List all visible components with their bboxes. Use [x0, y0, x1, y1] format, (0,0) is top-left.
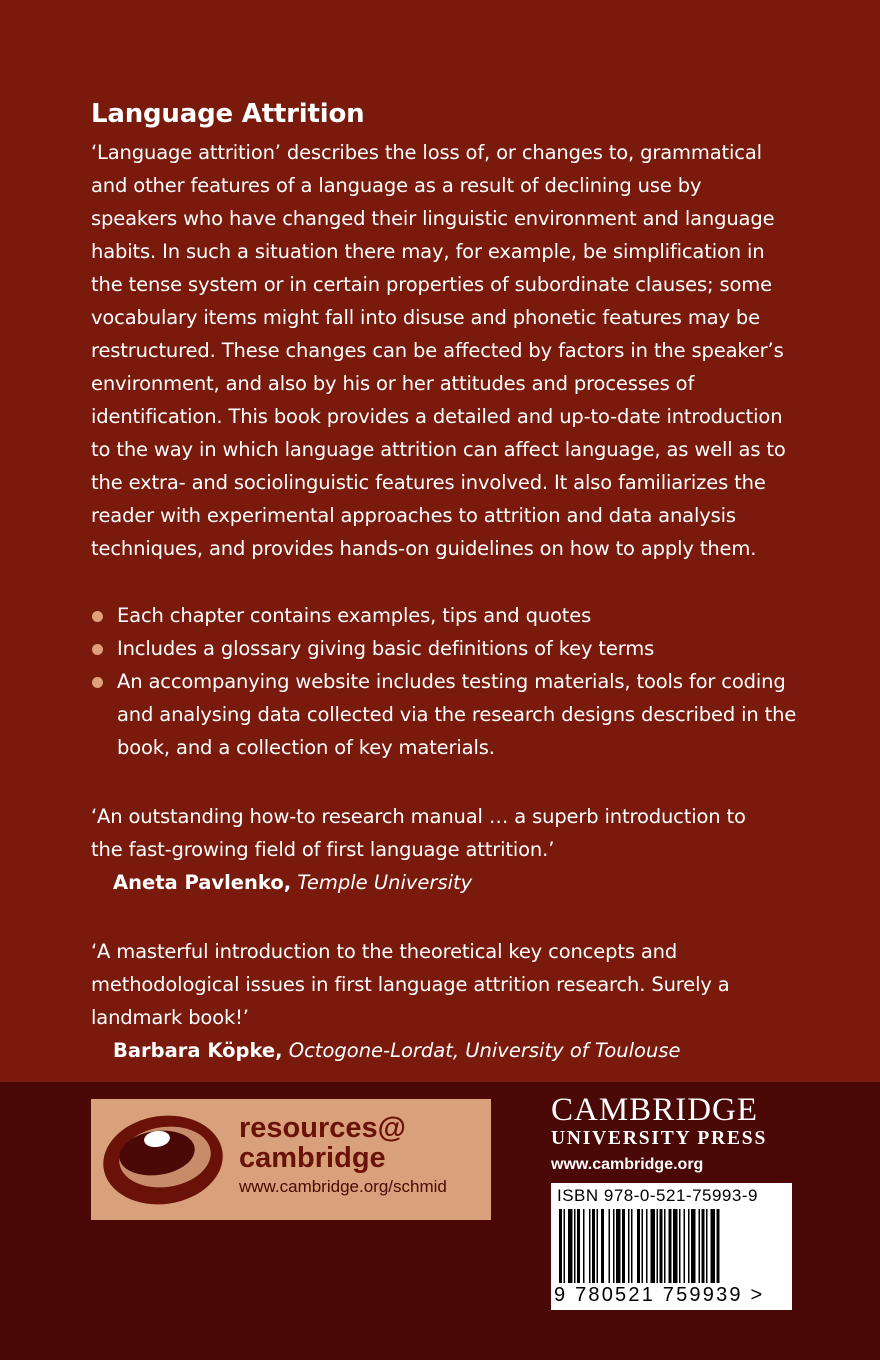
book-description: ‘Language attrition’ describes the loss of, or changes to, grammatical and other features of a language as a result of declining use by speakers who have changed their linguistic environment and language habits. In such a situation there may, for example, be simplification in the tense system or in certain properties of subordinate clauses; some vocabulary items might fall into disuse and phonetic features may be restructured. These changes can be affected by factors in the speaker’s environment, and also by his or her attitudes and processes of identification. This book provides a detailed and up-to-date introduction to the way in which language attrition can affect language, as well as to the extra- and sociolinguistic features involved. It also familiarizes the reader with experimental approaches to attrition and data analysis techniques, and provides hands-on guidelines on how to apply them. — [91, 141, 786, 560]
resources-panel — [91, 1099, 491, 1220]
resources-heading: resources@ — [239, 1112, 406, 1144]
resources-url: www.cambridge.org/schmid — [239, 1177, 447, 1196]
list-item: An accompanying website includes testing materials, tools for coding and analysing data collected via the research designs described in the book, and a collection of key materials. — [91, 665, 797, 764]
endorsement-attribution: Barbara Köpke, Octogone-Lordat, University of Toulouse — [113, 1039, 681, 1062]
bullet-dot-icon — [92, 644, 103, 655]
resources-heading: cambridge — [239, 1142, 386, 1174]
publisher-url: www.cambridge.org — [551, 1156, 704, 1173]
endorsement-attribution: Aneta Pavlenko, Temple University — [113, 871, 473, 894]
barcode-icon — [559, 1209, 785, 1283]
bullet-dot-icon — [92, 611, 103, 622]
resources-logo-icon — [99, 1105, 231, 1215]
bullet-dot-icon — [92, 677, 103, 688]
list-item: Includes a glossary giving basic definitions of key terms — [91, 632, 797, 665]
publisher-press: UNIVERSITY PRESS — [551, 1128, 768, 1149]
book-title: Language Attrition — [91, 99, 365, 129]
list-item: Each chapter contains examples, tips and quotes — [91, 599, 797, 632]
cover-text — [91, 96, 811, 1067]
endorsement-quote: ‘An outstanding how-to research manual … a superb introduction to the fast-growing field of first language attrition.’ — [91, 805, 746, 861]
isbn-digits: 9 780521 759939 > — [554, 1284, 765, 1306]
endorsement-quote: ‘A masterful introduction to the theoretical key concepts and methodological issues in first language attrition research. Surely a landmark book!’ — [91, 940, 730, 1029]
feature-list — [91, 599, 811, 764]
isbn-barcode — [551, 1183, 792, 1310]
isbn-label: ISBN 978-0-521-75993-9 — [557, 1186, 758, 1205]
publisher-name: CAMBRIDGE — [551, 1092, 759, 1128]
